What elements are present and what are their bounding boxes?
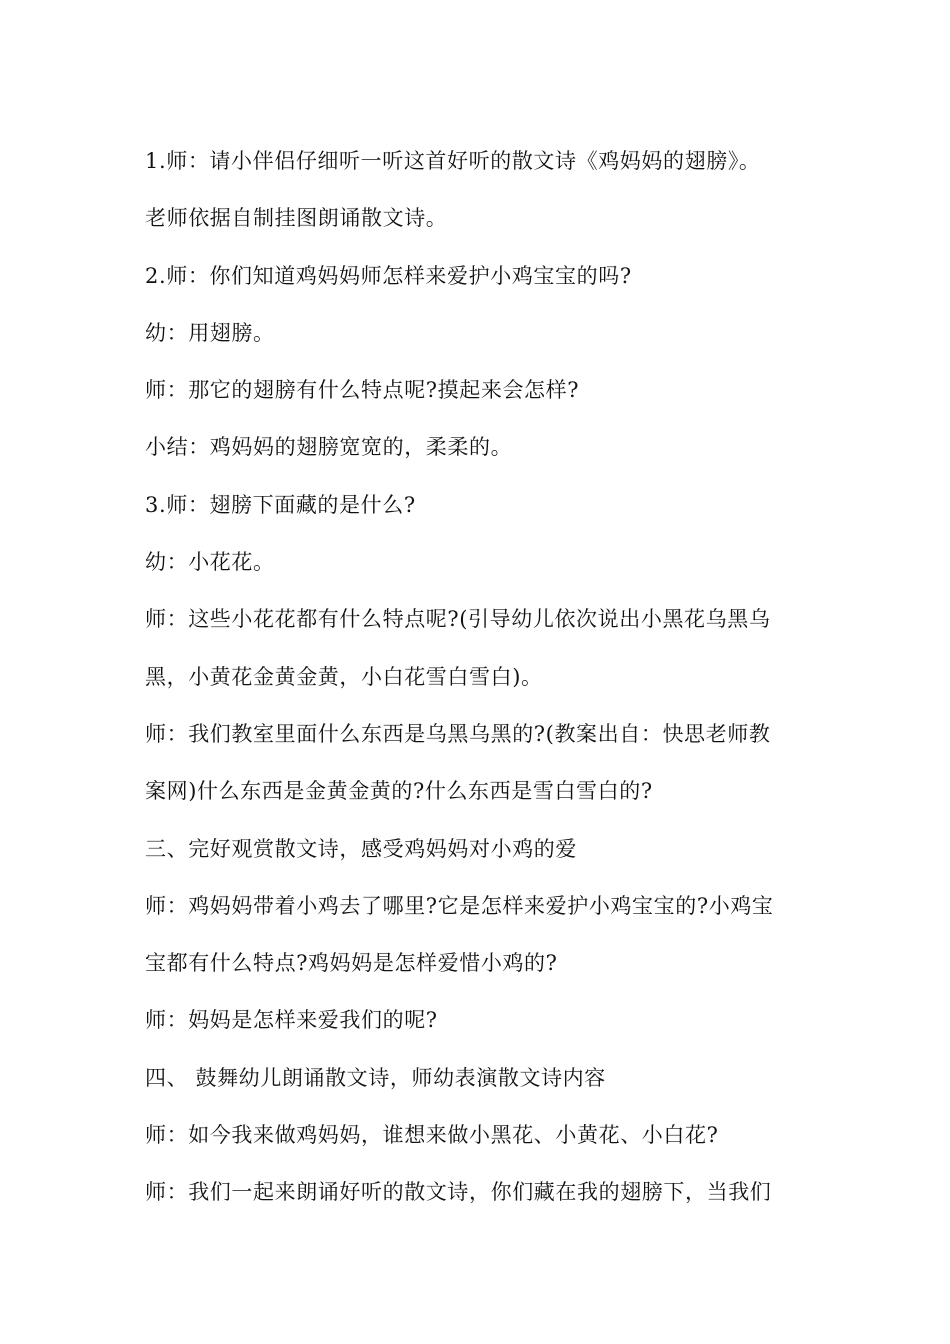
text-line-18: 师：如今我来做鸡妈妈，谁想来做小黑花、小黄花、小白花?: [145, 1123, 719, 1148]
text-line-1: 1.师：请小伴侣仔细听一听这首好听的散文诗《鸡妈妈的翅膀》。: [145, 149, 761, 173]
text-line-8: 幼：小花花。: [145, 550, 275, 575]
text-line-9: 师：这些小花花都有什么特点呢?(引导幼儿依次说出小黑花乌黑乌: [145, 607, 771, 632]
text-line-4: 幼：用翅膀。: [145, 320, 275, 345]
text-line-7: 3.师：翅膀下面藏的是什么?: [145, 492, 416, 517]
text-line-16: 师：妈妈是怎样来爱我们的呢?: [145, 1008, 438, 1033]
text-line-2: 老师依据自制挂图朗诵散文诗。: [145, 206, 448, 231]
text-line-14: 师：鸡妈妈带着小鸡去了哪里?它是怎样来爱护小鸡宝宝的?小鸡宝: [145, 893, 774, 918]
text-line-10: 黑，小黄花金黄金黄，小白花雪白雪白)。: [145, 664, 543, 689]
section-heading-3: 三、完好观赏散文诗，感受鸡妈妈对小鸡的爱: [145, 836, 577, 861]
text-line-5: 师：那它的翅膀有什么特点呢?摸起来会怎样?: [145, 378, 580, 403]
text-line-19: 师：我们一起来朗诵好听的散文诗，你们藏在我的翅膀下，当我们: [145, 1180, 772, 1205]
section-heading-4: 四、 鼓舞幼儿朗诵散文诗，师幼表演散文诗内容: [145, 1065, 606, 1090]
text-line-6: 小结：鸡妈妈的翅膀宽宽的，柔柔的。: [145, 435, 513, 460]
text-line-15: 宝都有什么特点?鸡妈妈是怎样爱惜小鸡的?: [145, 951, 558, 976]
text-line-11: 师：我们教室里面什么东西是乌黑乌黑的?(教案出自：快思老师教: [145, 721, 771, 746]
text-line-12: 案网)什么东西是金黄金黄的?什么东西是雪白雪白的?: [145, 779, 653, 804]
document-body: [145, 133, 815, 1222]
text-line-3: 2.师：你们知道鸡妈妈师怎样来爱护小鸡宝宝的吗?: [145, 263, 632, 288]
